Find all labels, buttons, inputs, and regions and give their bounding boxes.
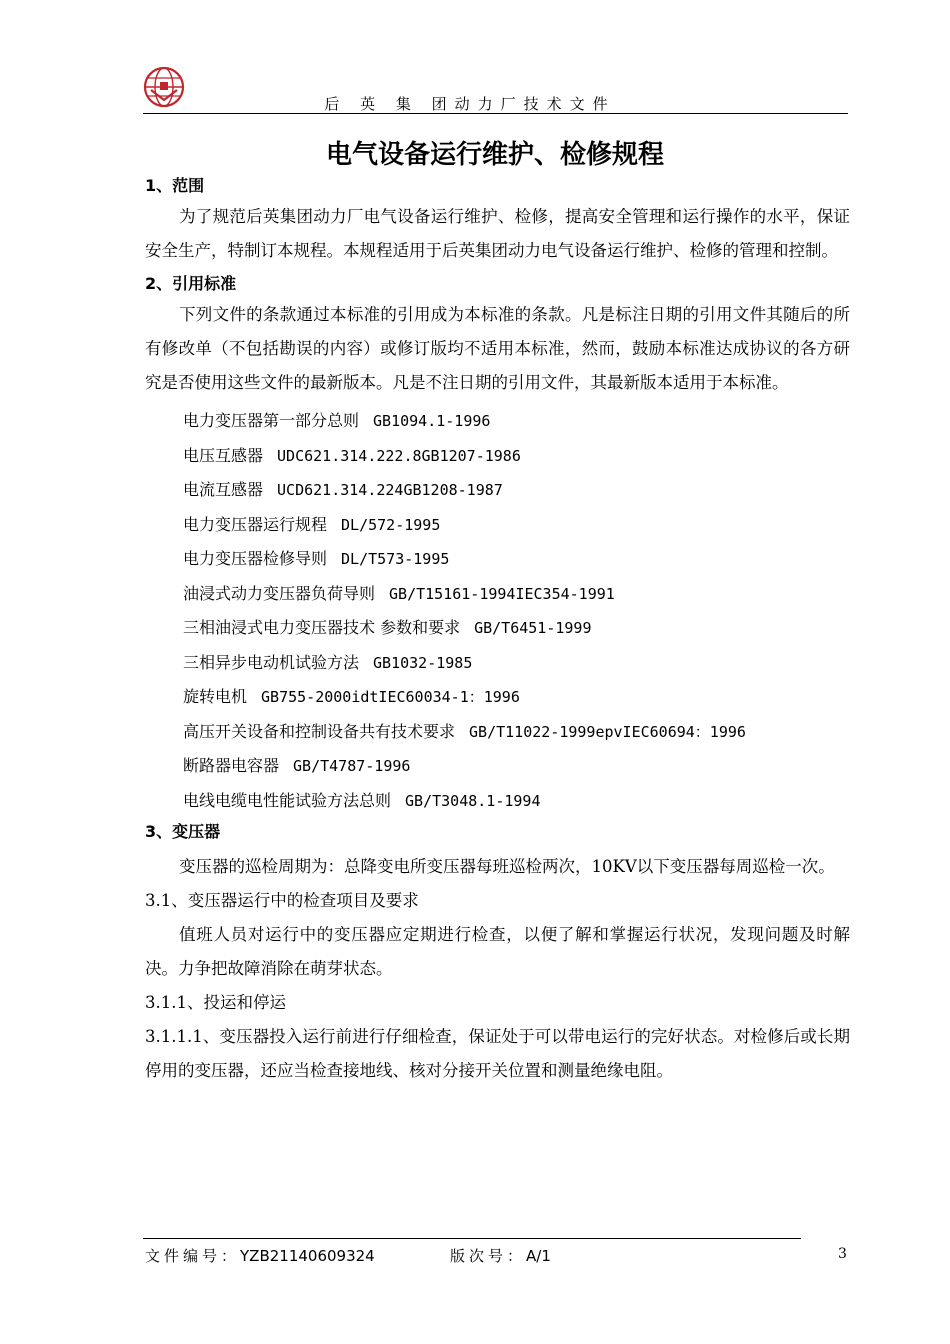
footer	[145, 1245, 551, 1266]
section-heading-2: 2、引用标准	[145, 274, 237, 293]
reference-list	[145, 404, 850, 818]
reference-item: 断路器电容器 GB/T4787-1996	[183, 756, 411, 775]
section-heading-3: 3、变压器	[145, 822, 221, 841]
reference-item: 电流互感器 UCD621.314.224GB1208-1987	[183, 480, 503, 499]
doc-number-label: 文件编号：	[145, 1247, 241, 1265]
reference-item: 电力变压器运行规程 DL/572-1995	[183, 514, 441, 534]
reference-item: 电线电缆电性能试验方法总则 GB/T3048.1-1994	[183, 790, 541, 810]
reference-item: 电力变压器检修导则 DL/T573-1995	[183, 549, 450, 568]
footer-divider	[143, 1238, 801, 1239]
version-label: 版次号：	[450, 1247, 527, 1265]
subsection-heading-3-1-1: 3.1.1、投运和停运	[145, 993, 286, 1012]
reference-item: 电压互感器 UDC621.314.222.8GB1207-1986	[183, 445, 521, 465]
section-2-paragraph: 下列文件的条款通过本标准的引用成为本标准的条款。凡是标注日期的引用文件其随后的所有修改单（不包括勘误的内容）或修订版均不适用本标准，然而，鼓励本标准达成协议的各方研究是否使用这些文件的最新版本。凡是不注日期的引用文件，其最新版本适用于本标准。	[145, 305, 850, 392]
reference-item: 电力变压器第一部分总则 GB1094.1-1996	[183, 411, 491, 430]
header-org-line: 后 英 集 团动力厂技术文件	[324, 95, 616, 113]
page-number: 3	[838, 1246, 847, 1262]
header-divider	[143, 113, 848, 114]
document-body	[145, 172, 850, 1088]
company-logo-icon	[143, 66, 185, 108]
reference-item: 高压开关设备和控制设备共有技术要求 GB/T11022-1999epvIEC60694：1996	[183, 721, 746, 741]
reference-item: 旋转电机 GB755-2000idtIEC60034-1：1996	[183, 687, 520, 706]
doc-number: YZB21140609324	[240, 1247, 375, 1265]
document-title: 电气设备运行维护、检修规程	[325, 140, 664, 170]
subsection-3-1-paragraph: 值班人员对运行中的变压器应定期进行检查，以便了解和掌握运行状况，发现问题及时解决。力争把故障消除在萌芽状态。	[145, 925, 850, 978]
version-number: A/1	[526, 1247, 551, 1265]
reference-item: 三相油浸式电力变压器技术 参数和要求 GB/T6451-1999	[183, 618, 592, 637]
reference-item: 三相异步电动机试验方法 GB1032-1985	[183, 652, 473, 672]
subsection-heading-3-1: 3.1、变压器运行中的检查项目及要求	[145, 891, 419, 910]
section-1-paragraph: 为了规范后英集团动力厂电气设备运行维护、检修，提高安全管理和运行操作的水平，保证安全生产，特制订本规程。本规程适用于后英集团动力电气设备运行维护、检修的管理和控制。	[145, 207, 850, 260]
section-heading-1: 1、范围	[145, 176, 205, 195]
reference-item: 油浸式动力变压器负荷导则 GB/T15161-1994IEC354-1991	[183, 583, 615, 603]
section-3-paragraph: 变压器的巡检周期为：总降变电所变压器每班巡检两次，10KV以下变压器每周巡检一次。	[179, 857, 835, 876]
subsection-3-1-1-1-paragraph: 3.1.1.1、变压器投入运行前进行仔细检查，保证处于可以带电运行的完好状态。对检修后或长期停用的变压器，还应当检查接地线、核对分接开关位置和测量绝缘电阻。	[145, 1027, 850, 1080]
